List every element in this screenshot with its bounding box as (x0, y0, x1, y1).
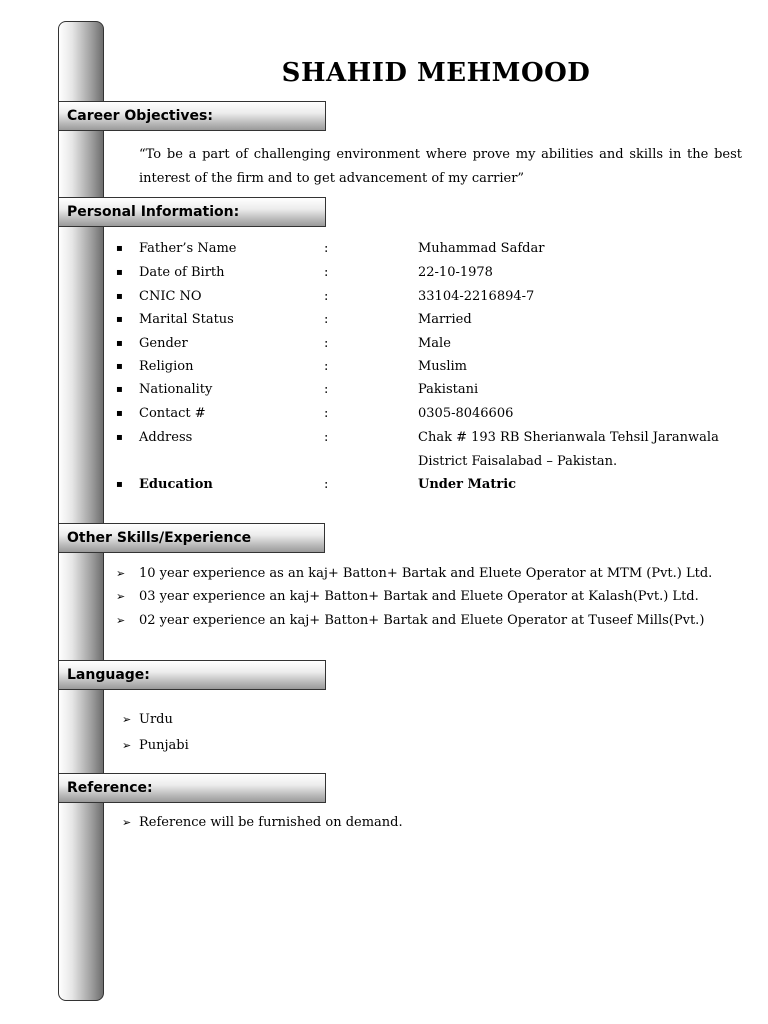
language-item: ➢ Punjabi (122, 736, 189, 756)
resume-name-title: SHAHID MEHMOOD (281, 58, 591, 88)
field-label: Religion (139, 359, 194, 374)
field-value: 22-10-1978 (418, 265, 493, 280)
colon-separator: : (324, 430, 329, 445)
field-label: Gender (139, 336, 188, 351)
square-bullet-icon: ▪ (116, 243, 123, 254)
colon-separator: : (324, 241, 329, 256)
field-label: Contact # (139, 406, 206, 421)
colon-separator: : (324, 359, 329, 374)
square-bullet-icon: ▪ (116, 314, 123, 325)
field-value: Chak # 193 RB Sherianwala Tehsil Jaranwala (418, 430, 719, 445)
colon-separator: : (324, 382, 329, 397)
career-objective-text: “To be a part of challenging environment where prove my abilities and skills in the best interest of the firm and to get advancement of my carrier” (139, 147, 742, 186)
field-value: Muslim (418, 359, 467, 374)
reference-text: ➢ Reference will be furnished on demand. (122, 813, 403, 833)
section-header-language: Language: (58, 660, 326, 690)
square-bullet-icon: ▪ (116, 291, 123, 302)
field-value: Pakistani (418, 382, 479, 397)
colon-separator: : (324, 477, 329, 492)
skill-item: ➢ 03 year experience an kaj+ Batton+ Bartak and Eluete Operator at Kalash(Pvt.) Ltd. (116, 587, 699, 607)
colon-separator: : (324, 265, 329, 280)
arrow-bullet-icon: ➢ (116, 567, 126, 580)
field-value: District Faisalabad – Pakistan. (418, 454, 618, 469)
square-bullet-icon: ▪ (116, 408, 123, 419)
skill-item: ➢ 10 year experience as an kaj+ Batton+ Bartak and Eluete Operator at MTM (Pvt.) Ltd. (116, 564, 712, 584)
field-value: Under Matric (418, 477, 517, 492)
field-label: Marital Status (139, 312, 234, 327)
field-label: Father’s Name (139, 241, 237, 256)
arrow-bullet-icon: ➢ (116, 590, 126, 603)
field-value: Muhammad Safdar (418, 241, 545, 256)
decorative-sidebar-bar (58, 21, 104, 1001)
field-label: Address (139, 430, 193, 445)
section-header-career-objectives: Career Objectives: (58, 101, 326, 131)
field-value: Male (418, 336, 451, 351)
field-label: Date of Birth (139, 265, 225, 280)
field-label: CNIC NO (139, 289, 202, 304)
arrow-bullet-icon: ➢ (122, 739, 132, 752)
field-value: 0305-8046606 (418, 406, 514, 421)
colon-separator: : (324, 406, 329, 421)
square-bullet-icon: ▪ (116, 361, 123, 372)
field-value: 33104-2216894-7 (418, 289, 535, 304)
square-bullet-icon: ▪ (116, 384, 123, 395)
square-bullet-icon: ▪ (116, 432, 123, 443)
field-label: Nationality (139, 382, 213, 397)
field-value: Married (418, 312, 472, 327)
square-bullet-icon: ▪ (116, 338, 123, 349)
language-item: ➢ Urdu (122, 710, 173, 730)
section-header-personal-information: Personal Information: (58, 197, 326, 227)
arrow-bullet-icon: ➢ (122, 816, 132, 829)
colon-separator: : (324, 289, 329, 304)
arrow-bullet-icon: ➢ (122, 713, 132, 726)
section-header-other-skills: Other Skills/Experience (58, 523, 325, 553)
skill-item: ➢ 02 year experience an kaj+ Batton+ Bartak and Eluete Operator at Tuseef Mills(Pvt.) (116, 611, 704, 631)
arrow-bullet-icon: ➢ (116, 614, 126, 627)
colon-separator: : (324, 312, 329, 327)
square-bullet-icon: ▪ (116, 267, 123, 278)
field-label: Education (139, 477, 213, 492)
section-header-reference: Reference: (58, 773, 326, 803)
square-bullet-icon: ▪ (116, 479, 123, 490)
colon-separator: : (324, 336, 329, 351)
